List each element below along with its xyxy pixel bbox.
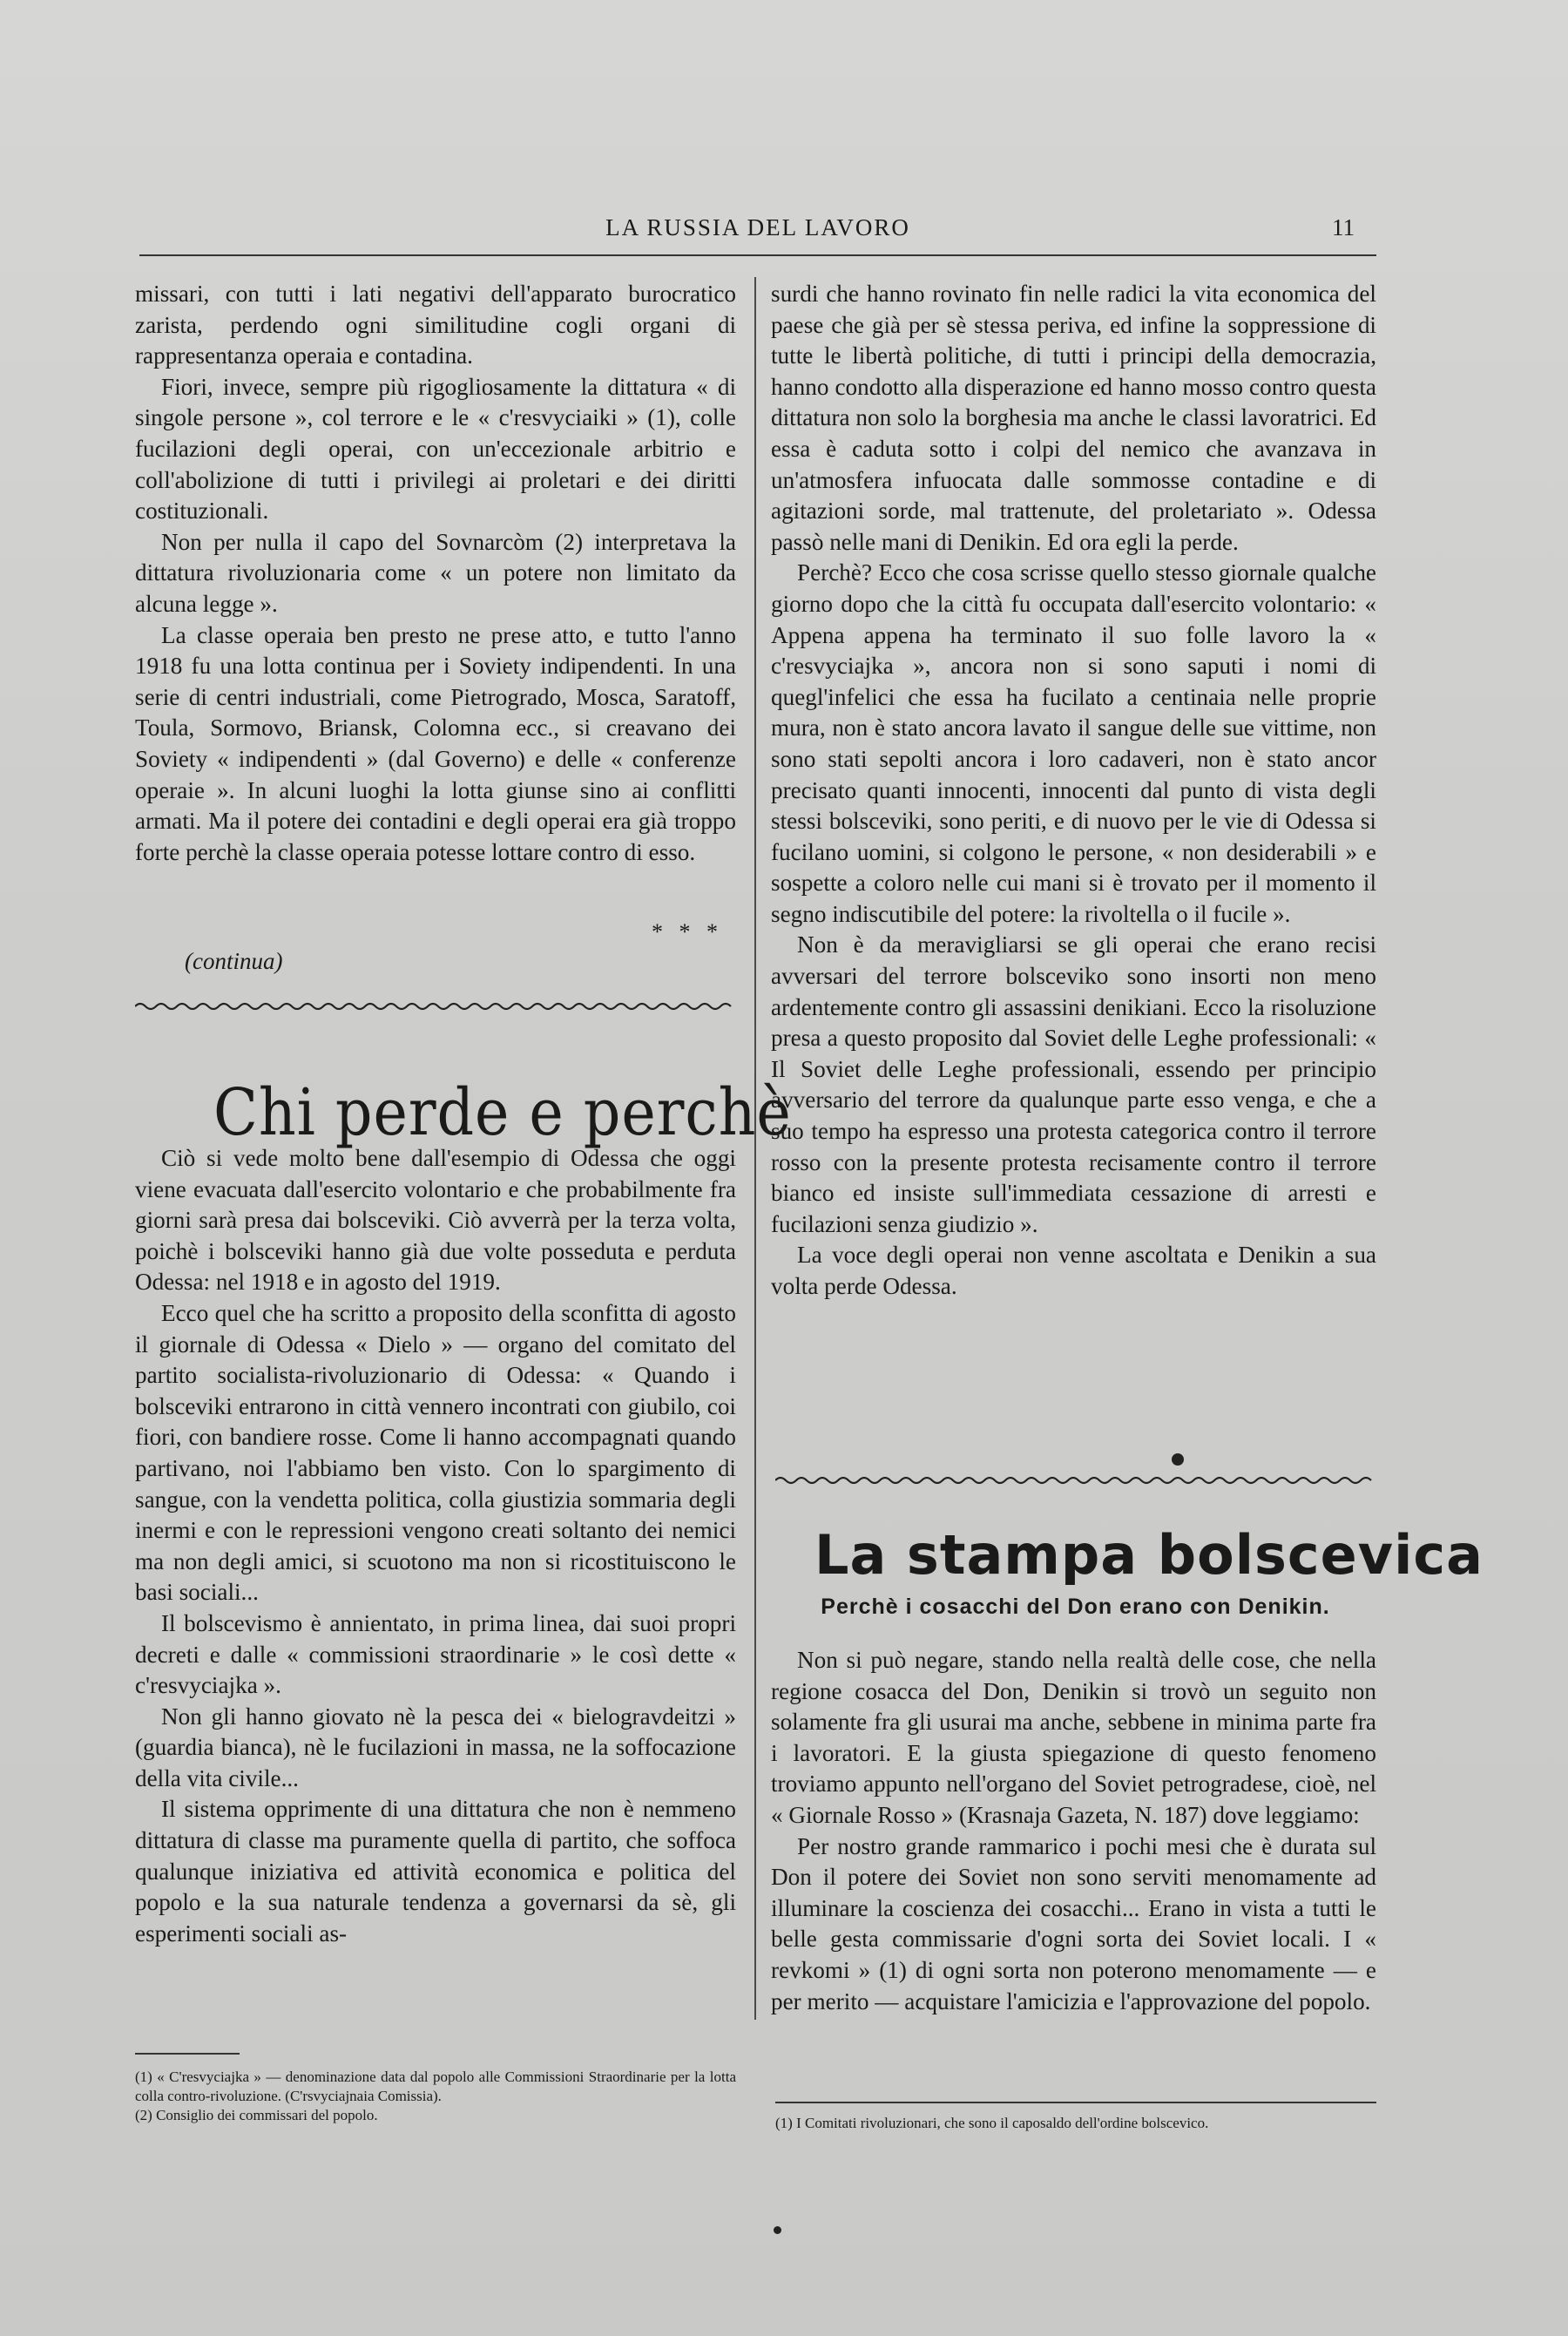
ink-spot bbox=[774, 2226, 781, 2234]
article-body-chi bbox=[135, 1143, 736, 1949]
footnote: (1) « C'resvyciajka » — denominazione data dal popolo alle Commissioni Straordinarie per la lotta colla contro-rivoluzione. (C'rsvyciajnaia Comissia). bbox=[135, 2069, 736, 2104]
paragraph: Ecco quel che ha scritto a proposito della sconfitta di agosto il giornale di Odessa « Dielo » — organo del comitato del partito socialista-rivoluzionario di Odessa: « Quando i bolsceviki entrarono in città vennero incontrati con giubilo, coi fiori, con bandiere rosse. Come li hanno accompagnati quando partivano, noi l'abbiamo ben visto. Con lo spargimento di sangue, con la vendetta politica, colla giustizia sommaria degli inermi e con le repressioni vengono creati soltanto dei nemici ma non degli amici, si scuotono ma non si ricostituiscono le basi sociali... bbox=[135, 1299, 736, 1606]
article-title: La stampa bolscevica bbox=[814, 1523, 1484, 1587]
footnotes-left bbox=[135, 2068, 736, 2125]
paragraph: Non si può negare, stando nella realtà delle cose, che nella regione cosacca del Don, Denikin si trovò un seguito non solamente fra gli usurai ma anche, sebbene in minima parte fra i lavoratori. E la giusta spiegazione di questo fenomeno troviamo appunto nell'organo del Soviet petrogradese, cioè, nel « Giornale Rosso » (Krasnaja Gazeta, N. 187) dove leggiamo: bbox=[771, 1647, 1376, 1828]
paragraph: Ciò si vede molto bene dall'esempio di Odessa che oggi viene evacuata dall'esercito volontario e che probabilmente fra giorni sarà presa dai bolsceviki. Ciò avverrà per la terza volta, poichè i bolsceviki hanno già due volte posseduta e perduta Odessa: nel 1918 e in agosto del 1919. bbox=[135, 1145, 736, 1296]
running-title: LA RUSSIA DEL LAVORO bbox=[605, 214, 910, 240]
left-column-continuation bbox=[135, 279, 736, 868]
paragraph: missari, con tutti i lati negativi dell'apparato burocratico zarista, perdendo ogni similitudine cogli organi di rappresentanza operaia e contadina. bbox=[135, 281, 736, 369]
paragraph: Non per nulla il capo del Sovnarcòm (2) interpretava la dittatura rivoluzionaria come « un potere non limitato da alcuna legge ». bbox=[135, 528, 736, 617]
article-title: Chi perde e perchè bbox=[213, 1074, 792, 1150]
paragraph: Il sistema opprimente di una dittatura che non è nemmeno dittatura di classe ma puramente quella di partito, che soffoca qualunque iniziativa ed attività economica e politica del popolo e la sua naturale tendenza a governarsi da sè, gli esperimenti sociali as- bbox=[135, 1796, 736, 1947]
footnote: (1) I Comitati rivoluzionari, che sono il caposaldo dell'ordine bolscevico. bbox=[775, 2115, 1209, 2131]
paragraph: Per nostro grande rammarico i pochi mesi che è durata sul Don il potere dei Soviet non sono serviti menomamente ad illuminare la coscienza dei cosacchi... Erano in vista a tutti le belle gesta commissarie d'ogni sorta dei Soviet locali. I « revkomi » (1) di ogni sorta non poterono menomamente — e per merito — acquistare l'amicizia e l'approvazione del popolo. bbox=[771, 1832, 1376, 2014]
footnote: (2) Consiglio dei commissari del popolo. bbox=[135, 2107, 378, 2123]
footnote-rule bbox=[135, 2053, 240, 2055]
article-body-stampa bbox=[771, 1645, 1376, 2017]
page-header bbox=[139, 214, 1376, 254]
paragraph: Non gli hanno giovato nè la pesca dei « bielogravdeitzi » (guardia bianca), nè le fucilazioni in massa, ne la soffocazione della vita civile... bbox=[135, 1703, 736, 1791]
article-subtitle: Perchè i cosacchi del Don erano con Denikin. bbox=[821, 1595, 1330, 1619]
paragraph: La classe operaia ben presto ne prese atto, e tutto l'anno 1918 fu una lotta continua per i Soviety indipendenti. In una serie di centri industriali, come Pietrogrado, Mosca, Saratoff, Toula, Sormovo, Briansk, Colomna ecc., si creavano dei Soviety « indipendenti » (dal Governo) e delle « conferenze operaie ». In alcuni luoghi la lotta giunse sino ai conflitti armati. Ma il potere dei contadini e degli operai era già troppo forte perchè la classe operaia potesse lottare contro di esso. bbox=[135, 621, 736, 865]
paragraph: surdi che hanno rovinato fin nelle radici la vita economica del paese che già per sè stessa periva, ed infine la soppressione di tutte le libertà politiche, di tutti i principi della democrazia, hanno condotto alla disperazione ed hanno mosso contro questa dittatura non solo la borghesia ma anche le classi lavoratrici. Ed essa è caduta sotto i colpi del nemico che avanzava in un'atmosfera infuocata dalle sommosse contadine e di agitazioni sorde, mal trattenute, del proletariato ». Odessa passò nelle mani di Denikin. Ed ora egli la perde. bbox=[771, 281, 1376, 555]
right-column-continuation bbox=[771, 279, 1376, 1303]
footnote-rule bbox=[775, 2102, 1376, 2103]
paragraph: Fiori, invece, sempre più rigogliosamente la dittatura « di singole persone », col terrore e le « c'resvyciaiki » (1), colle fucilazioni degli operai, con un'eccezionale arbitrio e coll'abolizione di tutti i privilegi ai proletari e dei diritti costituzionali. bbox=[135, 373, 736, 525]
header-rule bbox=[139, 254, 1376, 256]
ornament-dot bbox=[1172, 1453, 1184, 1466]
paragraph: Il bolscevismo è annientato, in prima linea, dai suoi propri decreti e dalle « commissioni straordinarie » le così dette « c'resvyciajka ». bbox=[135, 1609, 736, 1699]
footnotes-right bbox=[775, 2114, 1376, 2133]
paragraph: La voce degli operai non venne ascoltata e Denikin a sua volta perde Odessa. bbox=[771, 1242, 1376, 1299]
continued-note: (continua) bbox=[185, 948, 283, 974]
page-number: 11 bbox=[1332, 214, 1355, 240]
section-stars: * * * bbox=[652, 919, 723, 945]
wavy-divider bbox=[135, 1000, 736, 1012]
paragraph: Perchè? Ecco che cosa scrisse quello stesso giornale qualche giorno dopo che la città fu occupata dall'esercito volontario: « Appena appena ha terminato il suo folle lavoro la « c'resvyciajka », ancora non si sono saputi i nomi di quegl'infelici che essa ha fucilato a centinaia nelle proprie mura, non è stato ancora lavato il sangue delle sue vittime, non sono stati sepolti ancora i loro cadaveri, non è stato ancor precisato quanti innocenti, innocenti dal punto di vista degli stessi bolsceviki, sono periti, e di nuovo per le vie di Odessa si fucilano uomini, si colgono le persone, « non desiderabili » e sospette a coloro nelle cui mani si è trovato per il momento il segno indiscutibile del potere: la rivoltella o il fucile ». bbox=[771, 559, 1376, 927]
paragraph: Non è da meravigliarsi se gli operai che erano recisi avversari del terrore bolsceviko sono insorti non meno ardentemente contro gli assassini denikiani. Ecco la risoluzione presa a questo proposito dal Soviet delle Leghe professionali: « Il Soviet delle Leghe professionali, essendo per principio avversario del terrore da qualunque parte esso venga, e che a suo tempo ha espresso una protesta categorica contro il terrore rosso con la presente protesta recisamente contro il terrore bianco ed insiste sull'immediata cessazione di arresti e fucilazioni senza giudizio ». bbox=[771, 931, 1376, 1237]
wavy-divider bbox=[775, 1474, 1376, 1486]
